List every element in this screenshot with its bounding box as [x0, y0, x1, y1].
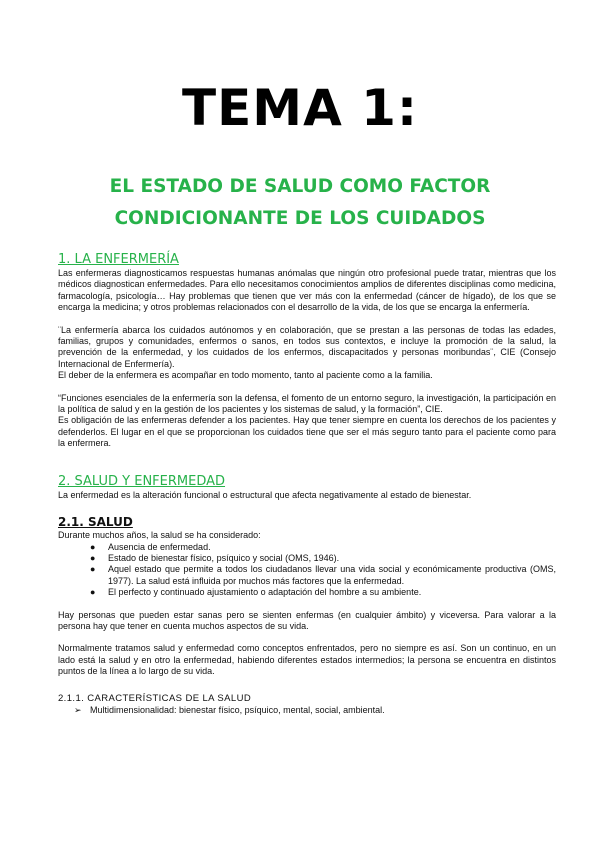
- document-body: [58, 252, 556, 716]
- paragraph: Normalmente tratamos salud y enfermedad como conceptos enfrentados, pero no siempre es así. Son un continuo, en un lado está la salud y en otro la enfermedad, habiendo diferentes estados intermedios; la persona se encuentra en distintos puntos de la línea a lo largo de su vida.: [58, 643, 556, 677]
- arrow-bullet-icon: ➢: [74, 704, 82, 715]
- paragraph: Durante muchos años, la salud se ha considerado:: [58, 530, 261, 541]
- subtitle-line-1: EL ESTADO DE SALUD COMO FACTOR: [109, 176, 491, 197]
- paragraph: Las enfermeras diagnosticamos respuestas humanas anómalas que ningún otro profesional puede tratar, mientras que los médicos diagnostican enfermedades. Para ello necesitamos conocimientos amplios de diferentes disciplinas como medicina, farmacología, psicología… Hay problemas que tienen que ver más con la enfermedad (cáncer de hígado), de los que se encarga la medicina; y otros problemas relacionados con el desarrollo de la vida, de los que se encarga la enfermería.: [58, 268, 556, 313]
- main-title: TEMA 1:: [182, 79, 418, 137]
- list-item: ● Aquel estado que permite a todos los ciudadanos llevar una vida social y económicamente productiva (OMS, 1977). La salud está influida por muchos más factores que la enfermedad.: [90, 564, 556, 586]
- paragraph: Es obligación de las enfermeras defender a los pacientes. Hay que tener siempre en cuenta los derechos de los pacientes y defenderlos. El lugar en el que se proporcionan los cuidados tiene que ser el más seguro tanto para el paciente como para la enfermera.: [58, 415, 556, 449]
- arrow-list: [58, 705, 556, 716]
- bullet-icon: ●: [90, 564, 96, 575]
- section-heading-enfermeria: 1. LA ENFERMERÍA: [58, 252, 179, 267]
- subsection-heading-salud: 2.1. SALUD: [58, 515, 133, 530]
- paragraph: “Funciones esenciales de la enfermería son la defensa, el fomento de un entorno seguro, la investigación, la participación en la política de salud y en la gestión de los pacientes y los sistemas de salud, y la formación”, CIE.: [58, 392, 556, 415]
- section-heading-salud-enfermedad: 2. SALUD Y ENFERMEDAD: [58, 473, 226, 489]
- bullet-icon: ●: [90, 552, 96, 563]
- paragraph: El deber de la enfermera es acompañar en todo momento, tanto al paciente como a la familia.: [58, 370, 433, 381]
- subtitle-line-2: CONDICIONANTE DE LOS CUIDADOS: [114, 208, 486, 229]
- bullet-icon: ●: [90, 541, 96, 552]
- list-item: ● El perfecto y continuado ajustamiento o adaptación del hombre a su ambiente.: [90, 587, 422, 598]
- list-item: ● Ausencia de enfermedad.: [90, 541, 211, 552]
- paragraph: Hay personas que pueden estar sanas pero se sienten enfermas (en cualquier ámbito) y viceversa. Para valorar a la persona hay que tener en cuenta muchos aspectos de su vida.: [58, 609, 556, 631]
- list-item: ➢ Multidimensionalidad: bienestar físico, psíquico, mental, social, ambiental.: [74, 704, 385, 715]
- bullet-icon: ●: [90, 587, 96, 598]
- bullet-list: [58, 542, 556, 599]
- paragraph: La enfermedad es la alteración funcional o estructural que afecta negativamente al estado de bienestar.: [58, 489, 472, 500]
- subsubsection-heading-caracteristicas: 2.1.1. CARACTERÍSTICAS DE LA SALUD: [58, 692, 252, 704]
- list-item: ● Estado de bienestar físico, psíquico y social (OMS, 1946).: [90, 552, 340, 563]
- paragraph: ¨La enfermería abarca los cuidados autónomos y en colaboración, que se prestan a las personas de todas las edades, familias, grupos y comunidades, enfermos o sanos, en todos sus contextos, e incluye la promoción de la salud, la prevención de la enfermedad, y los cuidados de los enfermos, discapacitados y personas moribundas¨, CIE (Consejo Internacional de Enfermería).: [58, 324, 556, 369]
